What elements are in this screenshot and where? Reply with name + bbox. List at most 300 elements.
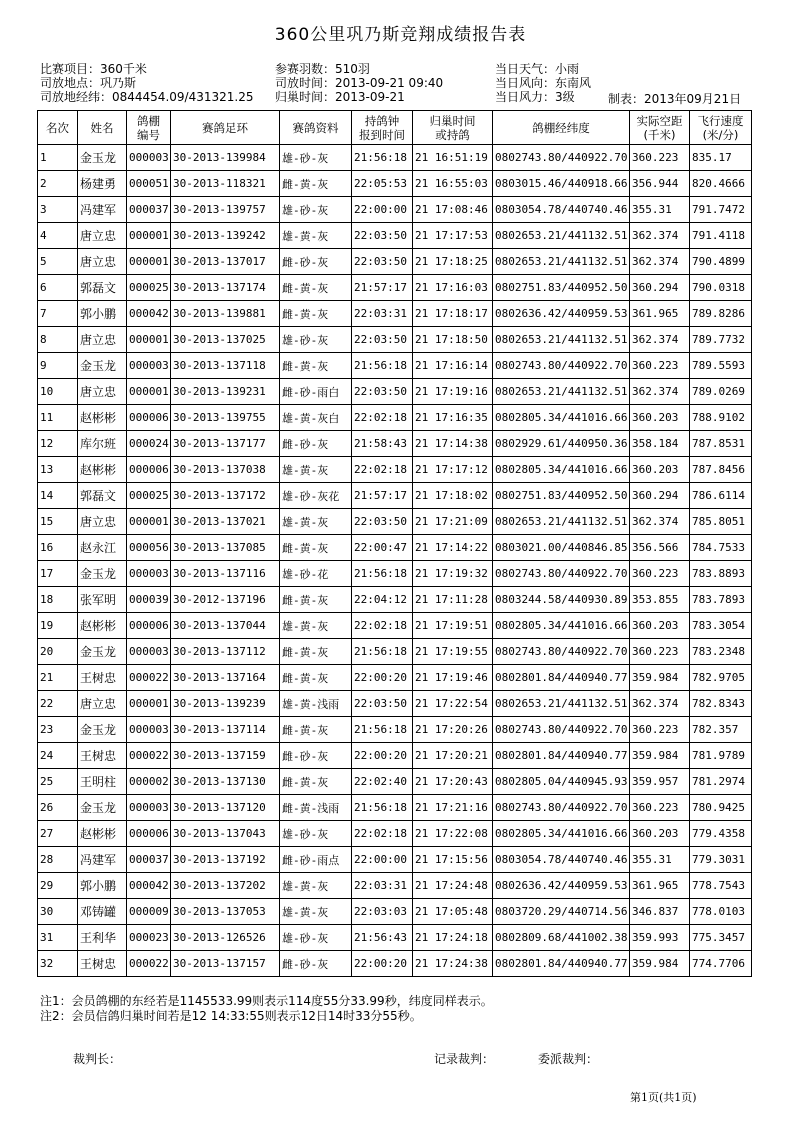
rank-cell: 22 (38, 691, 78, 717)
clock-time-cell: 21:56:18 (352, 353, 413, 379)
name-cell: 金玉龙 (78, 353, 127, 379)
ring-cell: 30-2013-137174 (171, 275, 280, 301)
bird-info-cell: 雌-黄-浅雨 (280, 795, 352, 821)
made-date: 制表：2013年09月21日 (608, 92, 742, 106)
clock-time-cell: 22:02:18 (352, 405, 413, 431)
name-cell: 唐立忠 (78, 223, 127, 249)
speed-cell: 790.4899 (690, 249, 752, 275)
speed-cell: 782.8343 (690, 691, 752, 717)
rank-cell: 12 (38, 431, 78, 457)
ring-cell: 30-2013-137172 (171, 483, 280, 509)
loft-coords-cell: 0802743.80/440922.70 (493, 353, 630, 379)
loft-id-cell: 000024 (127, 431, 171, 457)
distance-cell: 361.965 (630, 301, 690, 327)
distance-cell: 360.223 (630, 353, 690, 379)
ring-cell: 30-2013-137159 (171, 743, 280, 769)
column-header (493, 111, 630, 145)
ring-cell: 30-2013-139231 (171, 379, 280, 405)
weather-info: 当日天气：小雨 (495, 62, 580, 76)
clock-time-cell: 21:56:18 (352, 795, 413, 821)
name-cell: 库尔班 (78, 431, 127, 457)
loft-id-cell: 000001 (127, 691, 171, 717)
loft-id-cell: 000022 (127, 743, 171, 769)
clock-time-cell: 22:04:12 (352, 587, 413, 613)
rank-cell: 6 (38, 275, 78, 301)
distance-cell: 362.374 (630, 379, 690, 405)
distance-cell: 362.374 (630, 509, 690, 535)
speed-cell: 789.8286 (690, 301, 752, 327)
table-row (38, 535, 752, 561)
name-cell: 金玉龙 (78, 561, 127, 587)
distance-cell: 360.223 (630, 795, 690, 821)
ring-cell: 30-2013-137130 (171, 769, 280, 795)
bird-info-cell: 雌-黄-灰 (280, 717, 352, 743)
bird-info-cell: 雄-黄-浅雨 (280, 691, 352, 717)
arrival-time-cell: 21 17:16:35 (413, 405, 493, 431)
bird-info-cell: 雌-黄-灰 (280, 353, 352, 379)
ring-cell: 30-2013-137043 (171, 821, 280, 847)
distance-cell: 361.965 (630, 873, 690, 899)
loft-coords-cell: 0802801.84/440940.77 (493, 665, 630, 691)
bird-info-cell: 雄-砂-灰花 (280, 483, 352, 509)
clock-time-cell: 22:03:50 (352, 379, 413, 405)
arrival-time-cell: 21 17:19:46 (413, 665, 493, 691)
table-row (38, 275, 752, 301)
arrival-time-cell: 21 17:11:28 (413, 587, 493, 613)
distance-cell: 358.184 (630, 431, 690, 457)
bird-info-cell: 雌-砂-灰 (280, 743, 352, 769)
rank-cell: 32 (38, 951, 78, 977)
distance-cell: 356.566 (630, 535, 690, 561)
arrival-time-cell: 21 17:20:26 (413, 717, 493, 743)
arrival-time-cell: 21 17:21:16 (413, 795, 493, 821)
delegate-signature: 委派裁判： (538, 1052, 599, 1066)
column-header-line-1: 鸽棚 (137, 113, 160, 128)
table-row (38, 587, 752, 613)
loft-coords-cell: 0803244.58/440930.89 (493, 587, 630, 613)
distance-cell: 362.374 (630, 691, 690, 717)
name-cell: 唐立忠 (78, 509, 127, 535)
column-header-line-2: (米/分) (702, 127, 739, 142)
clock-time-cell: 21:57:17 (352, 275, 413, 301)
arrival-time-cell: 21 17:18:02 (413, 483, 493, 509)
loft-id-cell: 000037 (127, 197, 171, 223)
rank-cell: 28 (38, 847, 78, 873)
loft-id-cell: 000001 (127, 379, 171, 405)
loft-id-cell: 000039 (127, 587, 171, 613)
loft-coords-cell: 0802805.04/440945.93 (493, 769, 630, 795)
arrival-time-cell: 21 16:55:03 (413, 171, 493, 197)
loft-coords-cell: 0803720.29/440714.56 (493, 899, 630, 925)
column-header (38, 111, 78, 145)
clock-time-cell: 21:58:43 (352, 431, 413, 457)
bird-info-cell: 雄-砂-灰 (280, 821, 352, 847)
speed-cell: 780.9425 (690, 795, 752, 821)
table-row (38, 821, 752, 847)
arrival-time-cell: 21 17:17:12 (413, 457, 493, 483)
table-row (38, 145, 752, 171)
rank-cell: 9 (38, 353, 78, 379)
speed-cell: 782.9705 (690, 665, 752, 691)
speed-cell: 785.8051 (690, 509, 752, 535)
arrival-time-cell: 21 17:19:32 (413, 561, 493, 587)
distance-cell: 359.984 (630, 743, 690, 769)
rank-cell: 21 (38, 665, 78, 691)
results-table (37, 110, 752, 977)
loft-id-cell: 000001 (127, 249, 171, 275)
table-row (38, 561, 752, 587)
name-cell: 郭磊文 (78, 483, 127, 509)
loft-id-cell: 000003 (127, 795, 171, 821)
bird-info-cell: 雄-黄-灰 (280, 613, 352, 639)
bird-info-cell: 雌-黄-灰 (280, 665, 352, 691)
return-time-info: 归巢时间：2013-09-21 (275, 90, 405, 104)
column-header-line-1: 名次 (46, 120, 69, 135)
arrival-time-cell: 21 17:18:25 (413, 249, 493, 275)
column-header (127, 111, 171, 145)
speed-cell: 781.2974 (690, 769, 752, 795)
rank-cell: 1 (38, 145, 78, 171)
clock-time-cell: 21:57:17 (352, 483, 413, 509)
distance-cell: 353.855 (630, 587, 690, 613)
bird-info-cell: 雌-砂-灰 (280, 249, 352, 275)
arrival-time-cell: 21 17:17:53 (413, 223, 493, 249)
loft-coords-cell: 0803015.46/440918.66 (493, 171, 630, 197)
table-row (38, 171, 752, 197)
speed-cell: 787.8531 (690, 431, 752, 457)
table-row (38, 197, 752, 223)
loft-id-cell: 000051 (127, 171, 171, 197)
bird-info-cell: 雌-砂-雨白 (280, 379, 352, 405)
column-header (280, 111, 352, 145)
ring-cell: 30-2013-137120 (171, 795, 280, 821)
name-cell: 冯建军 (78, 847, 127, 873)
table-row (38, 769, 752, 795)
name-cell: 金玉龙 (78, 795, 127, 821)
table-row (38, 405, 752, 431)
distance-cell: 360.223 (630, 717, 690, 743)
bird-info-cell: 雌-黄-灰 (280, 171, 352, 197)
bird-info-cell: 雄-黄-灰 (280, 899, 352, 925)
column-header-line-1: 姓名 (90, 120, 114, 135)
rank-cell: 2 (38, 171, 78, 197)
clock-time-cell: 22:00:00 (352, 197, 413, 223)
loft-id-cell: 000001 (127, 509, 171, 535)
rank-cell: 11 (38, 405, 78, 431)
loft-coords-cell: 0802653.21/441132.51 (493, 327, 630, 353)
ring-cell: 30-2013-137157 (171, 951, 280, 977)
clock-time-cell: 22:03:31 (352, 873, 413, 899)
name-cell: 金玉龙 (78, 639, 127, 665)
loft-coords-cell: 0802805.34/441016.66 (493, 405, 630, 431)
column-header (630, 111, 690, 145)
loft-coords-cell: 0802805.34/441016.66 (493, 821, 630, 847)
rank-cell: 19 (38, 613, 78, 639)
clock-time-cell: 22:00:20 (352, 743, 413, 769)
speed-cell: 781.9789 (690, 743, 752, 769)
event-info: 比赛项目：360千米 (40, 62, 147, 76)
clock-time-cell: 22:02:40 (352, 769, 413, 795)
rank-cell: 30 (38, 899, 78, 925)
release-time-info: 司放时间：2013-09-21 09:40 (275, 76, 444, 90)
speed-cell: 783.3054 (690, 613, 752, 639)
arrival-time-cell: 21 17:18:50 (413, 327, 493, 353)
arrival-time-cell: 21 16:51:19 (413, 145, 493, 171)
ring-cell: 30-2013-137177 (171, 431, 280, 457)
name-cell: 张军明 (78, 587, 127, 613)
speed-cell: 778.7543 (690, 873, 752, 899)
clock-time-cell: 21:56:18 (352, 145, 413, 171)
clock-time-cell: 22:00:20 (352, 665, 413, 691)
rank-cell: 24 (38, 743, 78, 769)
table-row (38, 743, 752, 769)
loft-coords-cell: 0803021.00/440846.85 (493, 535, 630, 561)
distance-cell: 360.223 (630, 145, 690, 171)
bird-info-cell: 雌-黄-灰 (280, 587, 352, 613)
info-column-left (40, 62, 253, 104)
column-header-line-1: 归巢时间 (429, 113, 476, 128)
loft-id-cell: 000001 (127, 223, 171, 249)
ring-cell: 30-2013-137044 (171, 613, 280, 639)
rank-cell: 17 (38, 561, 78, 587)
bird-info-cell: 雌-砂-雨点 (280, 847, 352, 873)
arrival-time-cell: 21 17:24:38 (413, 951, 493, 977)
speed-cell: 775.3457 (690, 925, 752, 951)
ring-cell: 30-2013-139239 (171, 691, 280, 717)
name-cell: 唐立忠 (78, 379, 127, 405)
loft-id-cell: 000002 (127, 769, 171, 795)
bird-info-cell: 雄-黄-灰 (280, 457, 352, 483)
ring-cell: 30-2013-139755 (171, 405, 280, 431)
loft-id-cell: 000003 (127, 717, 171, 743)
arrival-time-cell: 21 17:22:08 (413, 821, 493, 847)
judge-signature: 裁判长： (73, 1052, 122, 1066)
column-header-line-1: 持鸽钟 (364, 113, 400, 128)
header-row (38, 111, 752, 145)
loft-coords-cell: 0802801.84/440940.77 (493, 743, 630, 769)
clock-time-cell: 22:02:18 (352, 613, 413, 639)
name-cell: 郭磊文 (78, 275, 127, 301)
arrival-time-cell: 21 17:16:03 (413, 275, 493, 301)
table-row (38, 847, 752, 873)
loft-coords-cell: 0802743.80/440922.70 (493, 561, 630, 587)
rank-cell: 8 (38, 327, 78, 353)
arrival-time-cell: 21 17:20:21 (413, 743, 493, 769)
rank-cell: 3 (38, 197, 78, 223)
distance-cell: 360.294 (630, 483, 690, 509)
speed-cell: 788.9102 (690, 405, 752, 431)
distance-cell: 346.837 (630, 899, 690, 925)
clock-time-cell: 22:00:00 (352, 847, 413, 873)
rank-cell: 10 (38, 379, 78, 405)
loft-coords-cell: 0802929.61/440950.36 (493, 431, 630, 457)
clock-time-cell: 21:56:18 (352, 639, 413, 665)
clock-time-cell: 22:03:50 (352, 327, 413, 353)
column-header-line-2: (千米) (643, 127, 676, 142)
speed-cell: 774.7706 (690, 951, 752, 977)
clock-time-cell: 21:56:18 (352, 717, 413, 743)
speed-cell: 789.0269 (690, 379, 752, 405)
name-cell: 邓铸罐 (78, 899, 127, 925)
column-header (413, 111, 493, 145)
loft-id-cell: 000003 (127, 353, 171, 379)
column-header-line-2: 编号 (137, 127, 160, 142)
note-1: 注1：会员鸽棚的东经若是1145533.99则表示114度55分33.99秒，纬度同样表示。 (40, 994, 493, 1008)
rank-cell: 18 (38, 587, 78, 613)
bird-info-cell: 雄-黄-灰 (280, 223, 352, 249)
speed-cell: 783.8893 (690, 561, 752, 587)
distance-cell: 360.203 (630, 613, 690, 639)
name-cell: 王树忠 (78, 951, 127, 977)
bird-info-cell: 雌-黄-灰 (280, 535, 352, 561)
table-row (38, 925, 752, 951)
table-row (38, 223, 752, 249)
clock-time-cell: 22:03:50 (352, 691, 413, 717)
distance-cell: 360.203 (630, 457, 690, 483)
table-row (38, 509, 752, 535)
clock-time-cell: 22:03:50 (352, 509, 413, 535)
rank-cell: 15 (38, 509, 78, 535)
ring-cell: 30-2013-126526 (171, 925, 280, 951)
loft-id-cell: 000006 (127, 405, 171, 431)
bird-info-cell: 雌-黄-灰 (280, 639, 352, 665)
ring-cell: 30-2013-137192 (171, 847, 280, 873)
loft-coords-cell: 0802805.34/441016.66 (493, 613, 630, 639)
distance-cell: 359.957 (630, 769, 690, 795)
count-info: 参赛羽数：510羽 (275, 62, 370, 76)
bird-info-cell: 雄-砂-灰 (280, 327, 352, 353)
column-header (171, 111, 280, 145)
rank-cell: 27 (38, 821, 78, 847)
clock-time-cell: 21:56:43 (352, 925, 413, 951)
name-cell: 唐立忠 (78, 691, 127, 717)
clock-time-cell: 21:56:18 (352, 561, 413, 587)
ring-cell: 30-2013-139757 (171, 197, 280, 223)
loft-coords-cell: 0802636.42/440959.53 (493, 301, 630, 327)
bird-info-cell: 雌-砂-灰 (280, 431, 352, 457)
speed-cell: 779.3031 (690, 847, 752, 873)
distance-cell: 355.31 (630, 847, 690, 873)
loft-id-cell: 000003 (127, 145, 171, 171)
loft-coords-cell: 0802653.21/441132.51 (493, 509, 630, 535)
distance-cell: 362.374 (630, 327, 690, 353)
note-2: 注2：会员信鸽归巢时间若是12 14:33:55则表示12日14时33分55秒。 (40, 1009, 422, 1023)
bird-info-cell: 雌-砂-灰 (280, 951, 352, 977)
loft-id-cell: 000006 (127, 613, 171, 639)
speed-cell: 786.6114 (690, 483, 752, 509)
speed-cell: 790.0318 (690, 275, 752, 301)
distance-cell: 360.223 (630, 639, 690, 665)
rank-cell: 16 (38, 535, 78, 561)
clock-time-cell: 22:05:53 (352, 171, 413, 197)
speed-cell: 791.4118 (690, 223, 752, 249)
wind-direction-info: 当日风向：东南风 (495, 76, 592, 90)
name-cell: 王树忠 (78, 743, 127, 769)
ring-cell: 30-2013-137021 (171, 509, 280, 535)
loft-id-cell: 000001 (127, 327, 171, 353)
table-row (38, 457, 752, 483)
name-cell: 王树忠 (78, 665, 127, 691)
column-header-line-2: 或持鸽 (435, 127, 470, 142)
column-header-line-1: 鸽棚经纬度 (532, 120, 590, 135)
distance-cell: 359.993 (630, 925, 690, 951)
rank-cell: 4 (38, 223, 78, 249)
ring-cell: 30-2013-137025 (171, 327, 280, 353)
name-cell: 郭小鹏 (78, 301, 127, 327)
column-header-line-1: 飞行速度 (697, 113, 744, 128)
arrival-time-cell: 21 17:19:16 (413, 379, 493, 405)
loft-coords-cell: 0802653.21/441132.51 (493, 249, 630, 275)
rank-cell: 23 (38, 717, 78, 743)
loft-coords-cell: 0802751.83/440952.50 (493, 275, 630, 301)
rank-cell: 5 (38, 249, 78, 275)
ring-cell: 30-2013-139881 (171, 301, 280, 327)
name-cell: 杨建勇 (78, 171, 127, 197)
table-row (38, 795, 752, 821)
loft-coords-cell: 0803054.78/440740.46 (493, 197, 630, 223)
name-cell: 王利华 (78, 925, 127, 951)
table-row (38, 327, 752, 353)
table-row (38, 873, 752, 899)
ring-cell: 30-2013-137118 (171, 353, 280, 379)
table-body (38, 145, 752, 977)
ring-cell: 30-2013-137017 (171, 249, 280, 275)
rank-cell: 13 (38, 457, 78, 483)
loft-coords-cell: 0802743.80/440922.70 (493, 639, 630, 665)
speed-cell: 820.4666 (690, 171, 752, 197)
speed-cell: 783.2348 (690, 639, 752, 665)
bird-info-cell: 雄-黄-灰白 (280, 405, 352, 431)
bird-info-cell: 雄-砂-灰 (280, 925, 352, 951)
clock-time-cell: 22:02:18 (352, 457, 413, 483)
speed-cell: 784.7533 (690, 535, 752, 561)
table-row (38, 899, 752, 925)
column-header (352, 111, 413, 145)
distance-cell: 360.294 (630, 275, 690, 301)
clock-time-cell: 22:03:50 (352, 249, 413, 275)
loft-id-cell: 000003 (127, 639, 171, 665)
arrival-time-cell: 21 17:14:38 (413, 431, 493, 457)
arrival-time-cell: 21 17:24:48 (413, 873, 493, 899)
loft-coords-cell: 0803054.78/440740.46 (493, 847, 630, 873)
loft-coords-cell: 0802809.68/441002.38 (493, 925, 630, 951)
table-row (38, 665, 752, 691)
column-header-line-2: 报到时间 (359, 127, 405, 142)
rank-cell: 14 (38, 483, 78, 509)
bird-info-cell: 雌-黄-灰 (280, 769, 352, 795)
wind-force-info: 当日风力：3级 (495, 90, 575, 104)
column-header (78, 111, 127, 145)
bird-info-cell: 雌-黄-灰 (280, 301, 352, 327)
arrival-time-cell: 21 17:16:14 (413, 353, 493, 379)
loft-id-cell: 000006 (127, 821, 171, 847)
distance-cell: 362.374 (630, 223, 690, 249)
speed-cell: 791.7472 (690, 197, 752, 223)
table-row (38, 613, 752, 639)
column-header-line-1: 赛鸽足环 (202, 120, 248, 135)
loft-id-cell: 000003 (127, 561, 171, 587)
location-info: 司放地点：巩乃斯 (40, 76, 137, 90)
loft-id-cell: 000006 (127, 457, 171, 483)
notes (40, 994, 493, 1024)
table-row (38, 639, 752, 665)
distance-cell: 355.31 (630, 197, 690, 223)
loft-id-cell: 000037 (127, 847, 171, 873)
column-header (690, 111, 752, 145)
speed-cell: 782.357 (690, 717, 752, 743)
name-cell: 赵彬彬 (78, 457, 127, 483)
distance-cell: 359.984 (630, 951, 690, 977)
